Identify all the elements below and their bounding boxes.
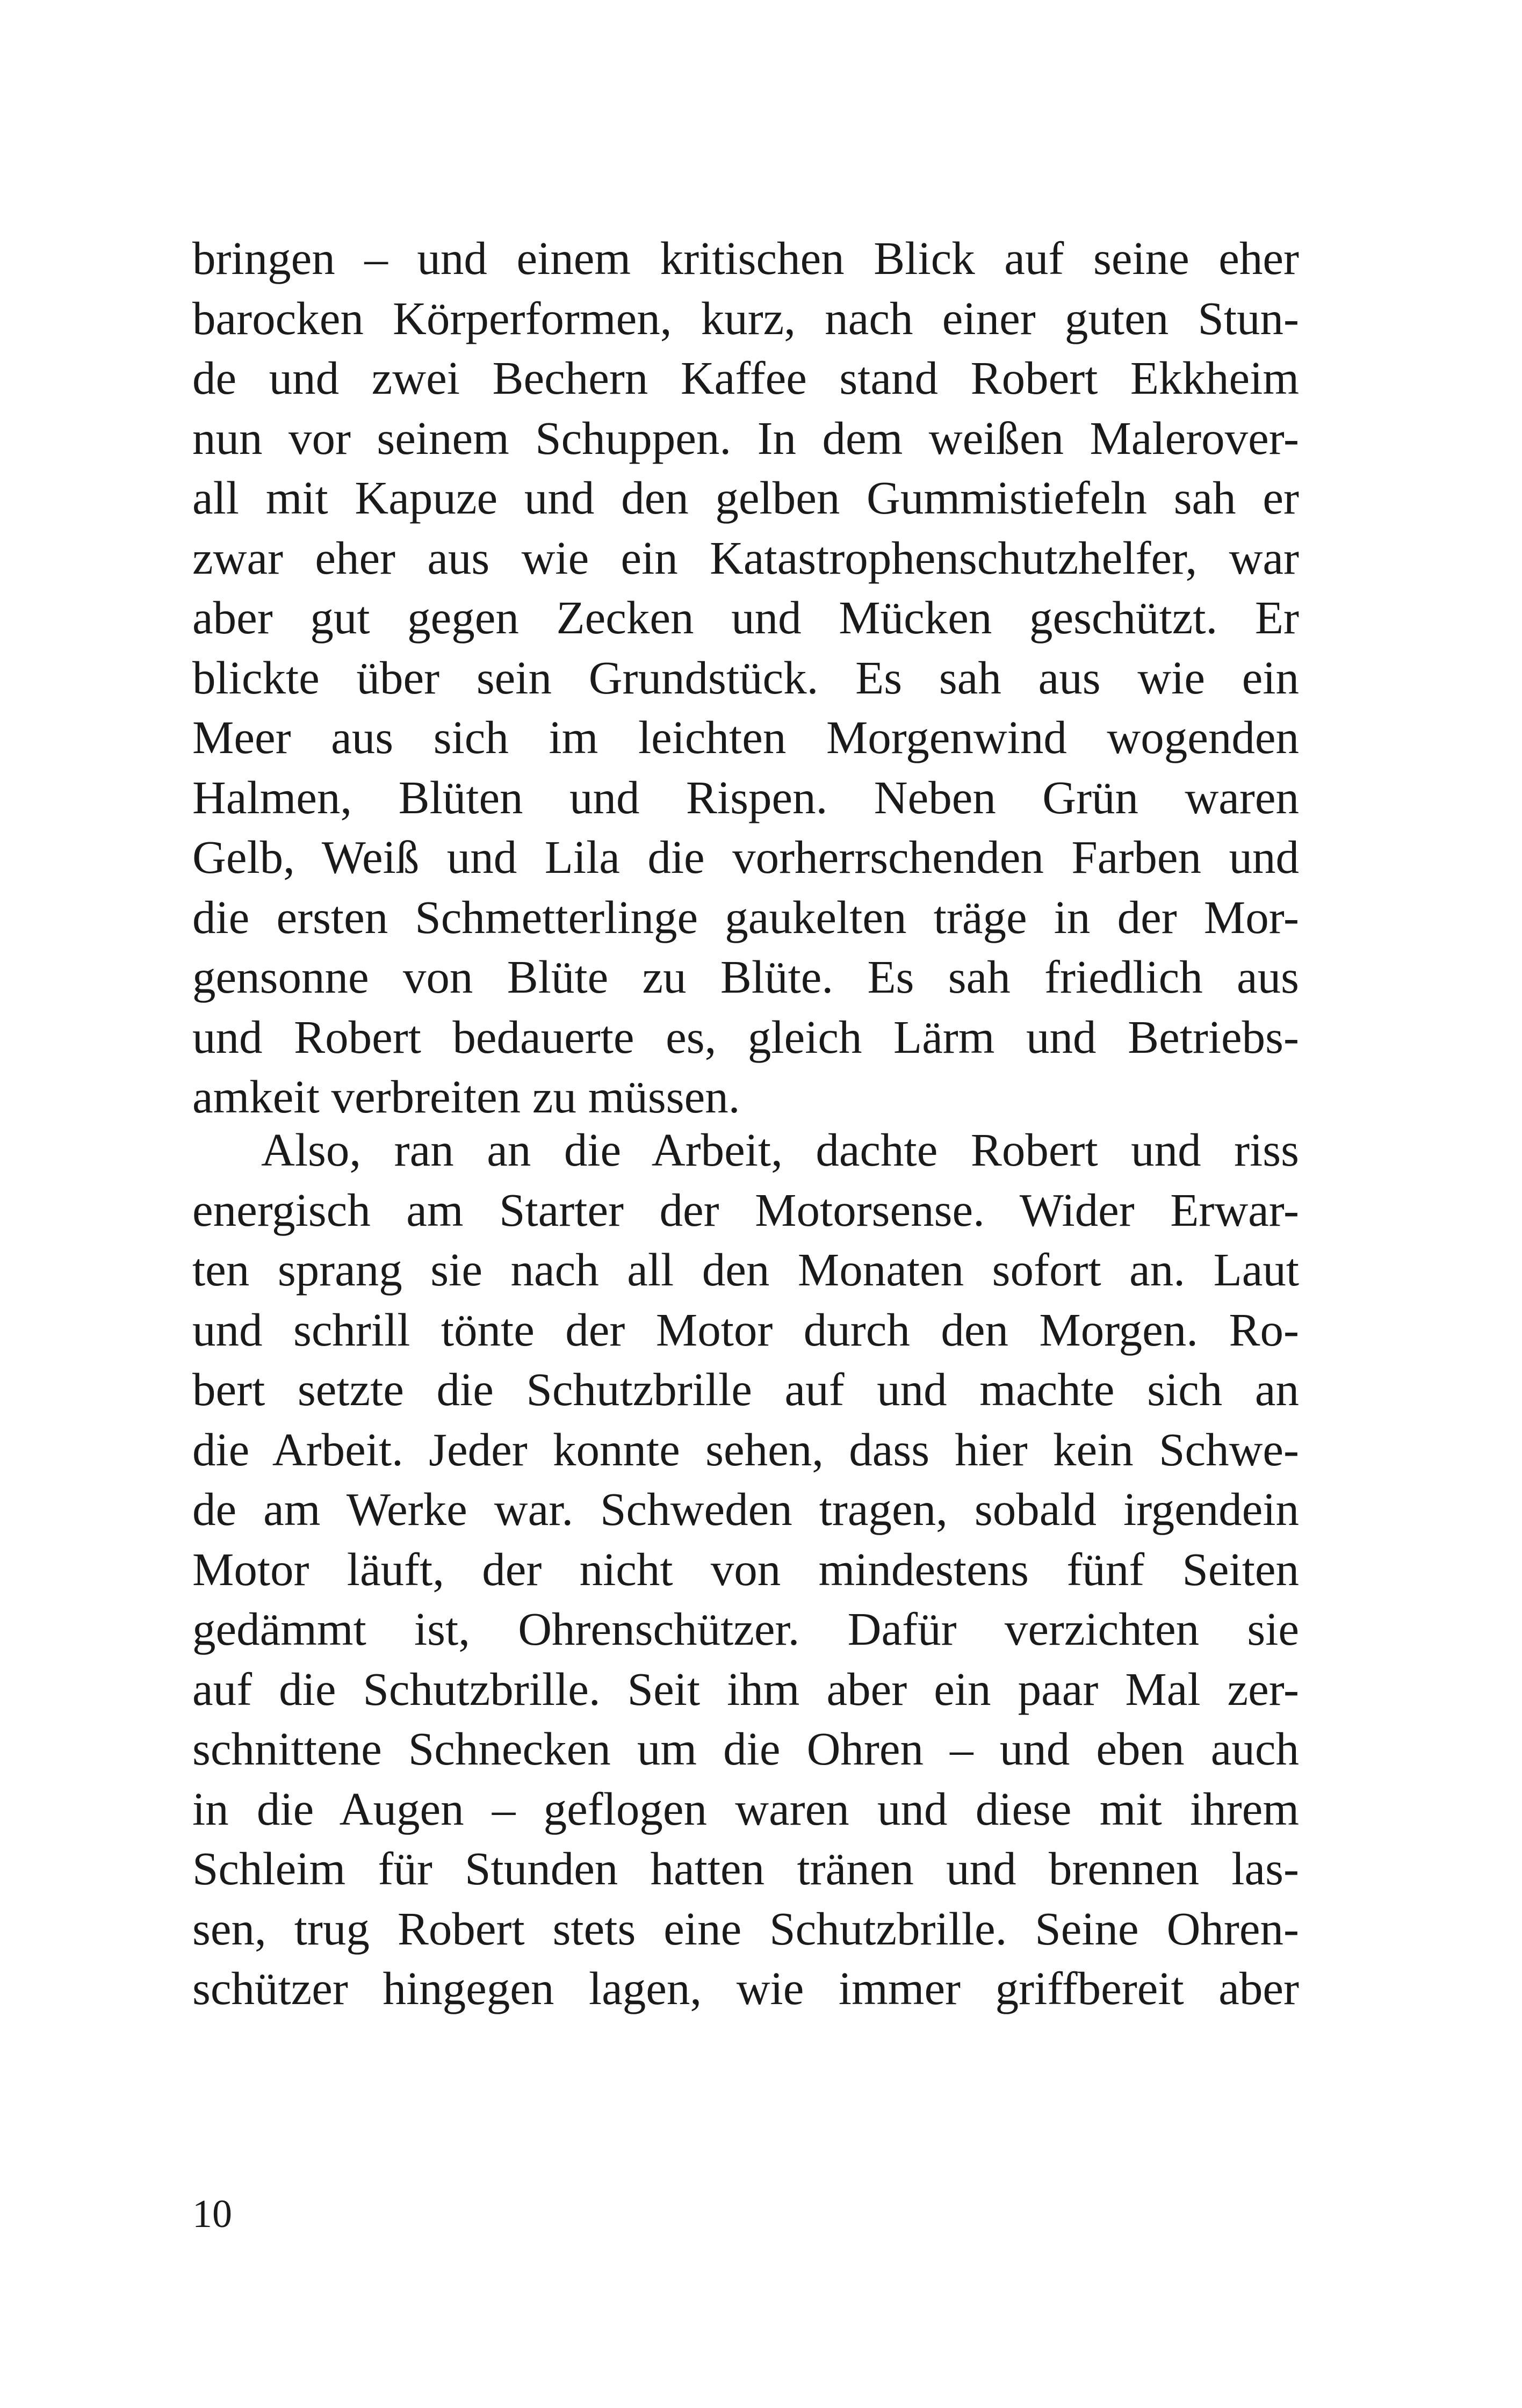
text-line: auf die Schutzbrille. Seit ihm aber ein paar Mal zer- <box>192 1662 1299 1715</box>
text-line: aber gut gegen Zecken und Mücken geschützt. Er <box>192 591 1299 643</box>
text-line: Meer aus sich im leichten Morgenwind wogenden <box>192 711 1299 763</box>
text-line: de und zwei Bechern Kaffee stand Robert Ekkheim <box>192 352 1299 404</box>
text-line: gedämmt ist, Ohrenschützer. Dafür verzichten sie <box>192 1603 1299 1655</box>
text-line: und schrill tönte der Motor durch den Morgen. Ro- <box>192 1303 1299 1356</box>
text-line: amkeit verbreiten zu müssen. <box>192 1071 740 1123</box>
text-line: gensonne von Blüte zu Blüte. Es sah friedlich aus <box>192 951 1299 1003</box>
text-line: die ersten Schmetterlinge gaukelten träge in der Mor- <box>192 891 1299 943</box>
text-line: in die Augen – geflogen waren und diese mit ihrem <box>192 1782 1299 1835</box>
text-line: blickte über sein Grundstück. Es sah aus wie ein <box>192 651 1299 704</box>
text-line: bringen – und einem kritischen Blick auf seine eher <box>192 232 1299 284</box>
text-line: de am Werke war. Schweden tragen, sobald irgendein <box>192 1483 1299 1535</box>
text-line: Schleim für Stunden hatten tränen und brennen las- <box>192 1842 1299 1894</box>
text-line: bert setzte die Schutzbrille auf und machte sich an <box>192 1363 1299 1415</box>
paragraph-2 <box>192 1120 1299 2019</box>
text-line: Gelb, Weiß und Lila die vorherrschenden Farben und <box>192 831 1299 883</box>
page-number: 10 <box>192 2192 232 2236</box>
text-line: und Robert bedauerte es, gleich Lärm und Betriebs- <box>192 1010 1299 1063</box>
text-line: barocken Körperformen, kurz, nach einer guten Stun- <box>192 292 1299 344</box>
paragraph-1 <box>192 228 1299 1127</box>
text-line: all mit Kapuze und den gelben Gummistiefeln sah er <box>192 472 1299 524</box>
text-line: sen, trug Robert stets eine Schutzbrille. Seine Ohren- <box>192 1902 1299 1955</box>
text-line: schützer hingegen lagen, wie immer griffbereit aber <box>192 1962 1299 2014</box>
text-line: ten sprang sie nach all den Monaten sofort an. Laut <box>192 1243 1299 1296</box>
text-line: zwar eher aus wie ein Katastrophenschutzhelfer, war <box>192 531 1299 584</box>
text-line: die Arbeit. Jeder konnte sehen, dass hier kein Schwe- <box>192 1423 1299 1476</box>
text-line: Also, ran an die Arbeit, dachte Robert und riss <box>261 1124 1299 1176</box>
text-line: schnittene Schnecken um die Ohren – und eben auch <box>192 1723 1299 1775</box>
text-line: Halmen, Blüten und Rispen. Neben Grün waren <box>192 771 1299 823</box>
text-line: Motor läuft, der nicht von mindestens fünf Seiten <box>192 1543 1299 1595</box>
text-line: nun vor seinem Schuppen. In dem weißen Malerover- <box>192 411 1299 464</box>
text-line: energisch am Starter der Motorsense. Wider Erwar- <box>192 1183 1299 1236</box>
